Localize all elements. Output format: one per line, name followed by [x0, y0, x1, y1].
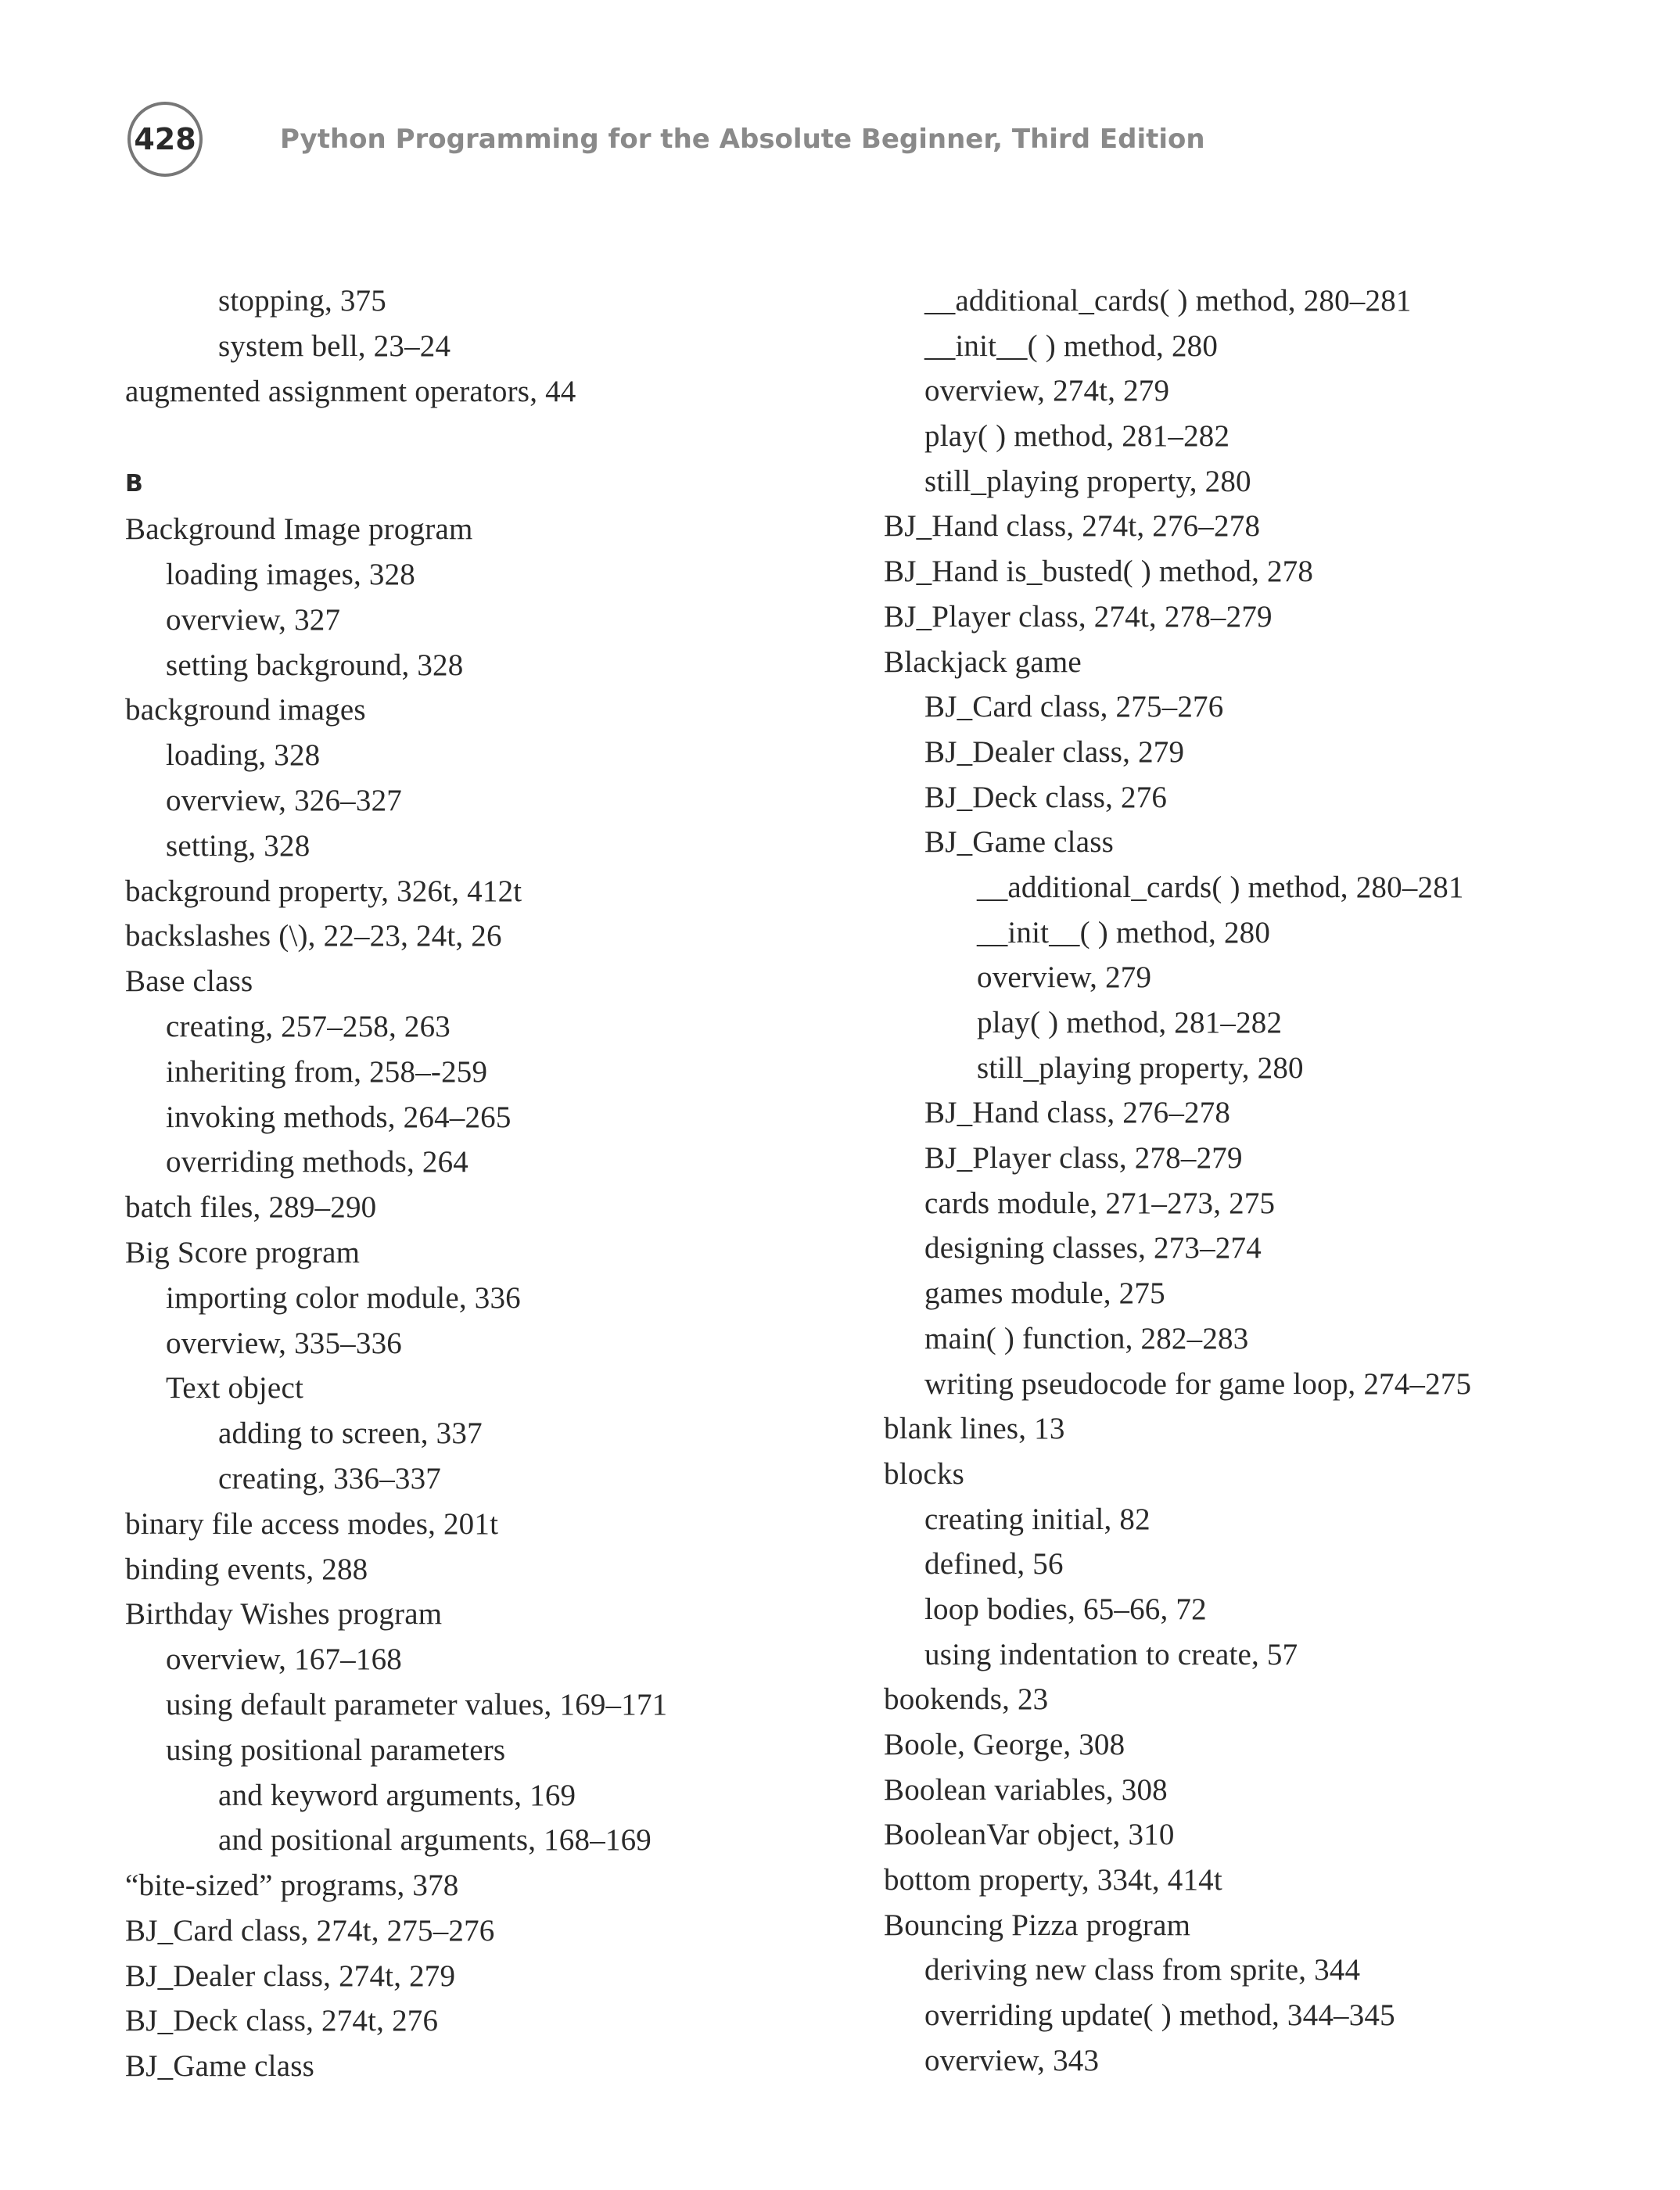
index-entry: bookends, 23: [884, 1682, 1049, 1717]
index-entry: BooleanVar object, 310: [884, 1818, 1175, 1852]
index-subentry: loading images, 328: [166, 557, 415, 591]
index-entry: Boolean variables, 308: [884, 1772, 1168, 1807]
index-subentry: play( ) method, 281–282: [924, 419, 1230, 454]
index-subentry: adding to screen, 337: [218, 1416, 483, 1451]
index-column-left: [125, 278, 876, 2089]
index-subentry: overview, 167–168: [166, 1642, 402, 1677]
running-title: Python Programming for the Absolute Beginner, Third Edition: [280, 124, 1205, 155]
index-subentry: BJ_Dealer class, 279: [924, 734, 1185, 769]
index-entry: Base class: [125, 964, 253, 999]
index-entry: blank lines, 13: [884, 1412, 1065, 1446]
index-subentry: overview, 279: [977, 960, 1152, 995]
index-entry: Bouncing Pizza program: [884, 1908, 1191, 1942]
index-subentry: using default parameter values, 169–171: [166, 1687, 668, 1721]
index-subentry: defined, 56: [924, 1547, 1064, 1581]
index-subentry: BJ_Game class: [924, 825, 1114, 860]
index-column-right: [884, 278, 1666, 2084]
index-subentry: overview, 327: [166, 602, 341, 637]
index-subentry: creating initial, 82: [924, 1502, 1151, 1536]
index-entry: backslashes (\), 22–23, 24t, 26: [125, 919, 502, 953]
index-entry: BJ_Hand class, 274t, 276–278: [884, 509, 1261, 544]
index-subentry: setting, 328: [166, 828, 311, 863]
index-subentry: BJ_Card class, 275–276: [924, 690, 1224, 724]
index-entry: Blackjack game: [884, 644, 1082, 679]
index-subentry: overview, 326–327: [166, 783, 402, 817]
page-number: [127, 102, 203, 177]
index-subentry: and positional arguments, 168–169: [218, 1823, 652, 1858]
index-entry: Background Image program: [125, 512, 473, 547]
index-subentry: using positional parameters: [166, 1732, 506, 1767]
index-entry: batch files, 289–290: [125, 1190, 377, 1225]
index-subentry: importing color module, 336: [166, 1280, 521, 1315]
index-subentry: creating, 336–337: [218, 1461, 441, 1495]
index-subentry: using indentation to create, 57: [924, 1637, 1298, 1671]
index-subentry: loading, 328: [166, 738, 321, 773]
index-subentry: inheriting from, 258–-259: [166, 1054, 488, 1089]
index-entry: background images: [125, 693, 366, 727]
section-letter: B: [125, 470, 143, 498]
index-entry: Boole, George, 308: [884, 1728, 1125, 1761]
index-subentry: overriding update( ) method, 344–345: [924, 1998, 1395, 2033]
index-subentry: and keyword arguments, 169: [218, 1778, 576, 1812]
index-subentry: cards module, 271–273, 275: [924, 1186, 1276, 1220]
index-subentry: games module, 275: [924, 1276, 1165, 1311]
index-subentry: play( ) method, 281–282: [977, 1006, 1283, 1039]
index-subentry: __init__( ) method, 280: [924, 328, 1219, 363]
index-subentry: __additional_cards( ) method, 280–281: [977, 870, 1464, 904]
index-entry: BJ_Dealer class, 274t, 279: [125, 1958, 456, 1993]
index-subentry: stopping, 375: [218, 284, 386, 318]
index-entry: binding events, 288: [125, 1552, 368, 1586]
index-subentry: BJ_Player class, 278–279: [924, 1141, 1243, 1176]
index-subentry: loop bodies, 65–66, 72: [924, 1592, 1207, 1626]
index-subentry: __additional_cards( ) method, 280–281: [924, 284, 1412, 318]
index-subentry: system bell, 23–24: [218, 328, 451, 363]
index-entry: BJ_Deck class, 274t, 276: [125, 2004, 439, 2038]
index-entry: BJ_Hand is_busted( ) method, 278: [884, 555, 1314, 589]
index-subentry: designing classes, 273–274: [924, 1231, 1262, 1266]
index-subentry: overview, 274t, 279: [924, 374, 1170, 408]
index-subentry: invoking methods, 264–265: [166, 1100, 512, 1134]
index-subentry: main( ) function, 282–283: [924, 1321, 1249, 1355]
index-entry: BJ_Game class: [125, 2049, 314, 2084]
index-subentry: deriving new class from sprite, 344: [924, 1953, 1361, 1987]
index-entry: “bite-sized” programs, 378: [125, 1869, 459, 1903]
index-subentry: overriding methods, 264: [166, 1145, 468, 1179]
index-entry: Big Score program: [125, 1235, 361, 1269]
index-subentry: Text object: [166, 1371, 303, 1406]
index-entry: binary file access modes, 201t: [125, 1506, 499, 1541]
index-entry: blocks: [884, 1456, 965, 1491]
index-entry: BJ_Player class, 274t, 278–279: [884, 599, 1273, 634]
index-subentry: overview, 335–336: [166, 1326, 402, 1360]
index-subentry: still_playing property, 280: [924, 464, 1251, 498]
section-gap: [125, 414, 876, 458]
index-entry: Birthday Wishes program: [125, 1597, 443, 1632]
index-subentry: still_playing property, 280: [977, 1050, 1304, 1085]
index-subentry: setting background, 328: [166, 648, 464, 682]
index-subentry: writing pseudocode for game loop, 274–275: [924, 1366, 1472, 1401]
index-subentry: creating, 257–258, 263: [166, 1009, 451, 1043]
index-entry: background property, 326t, 412t: [125, 874, 522, 908]
page-number-text: 428: [134, 122, 196, 156]
index-subentry: BJ_Hand class, 276–278: [924, 1096, 1231, 1130]
index-entry: augmented assignment operators, 44: [125, 374, 576, 408]
index-subentry: overview, 343: [924, 2043, 1100, 2077]
index-entry: BJ_Card class, 274t, 275–276: [125, 1913, 495, 1948]
index-entry: bottom property, 334t, 414t: [884, 1863, 1222, 1897]
index-subentry: __init__( ) method, 280: [977, 915, 1271, 950]
index-subentry: BJ_Deck class, 276: [924, 780, 1168, 814]
